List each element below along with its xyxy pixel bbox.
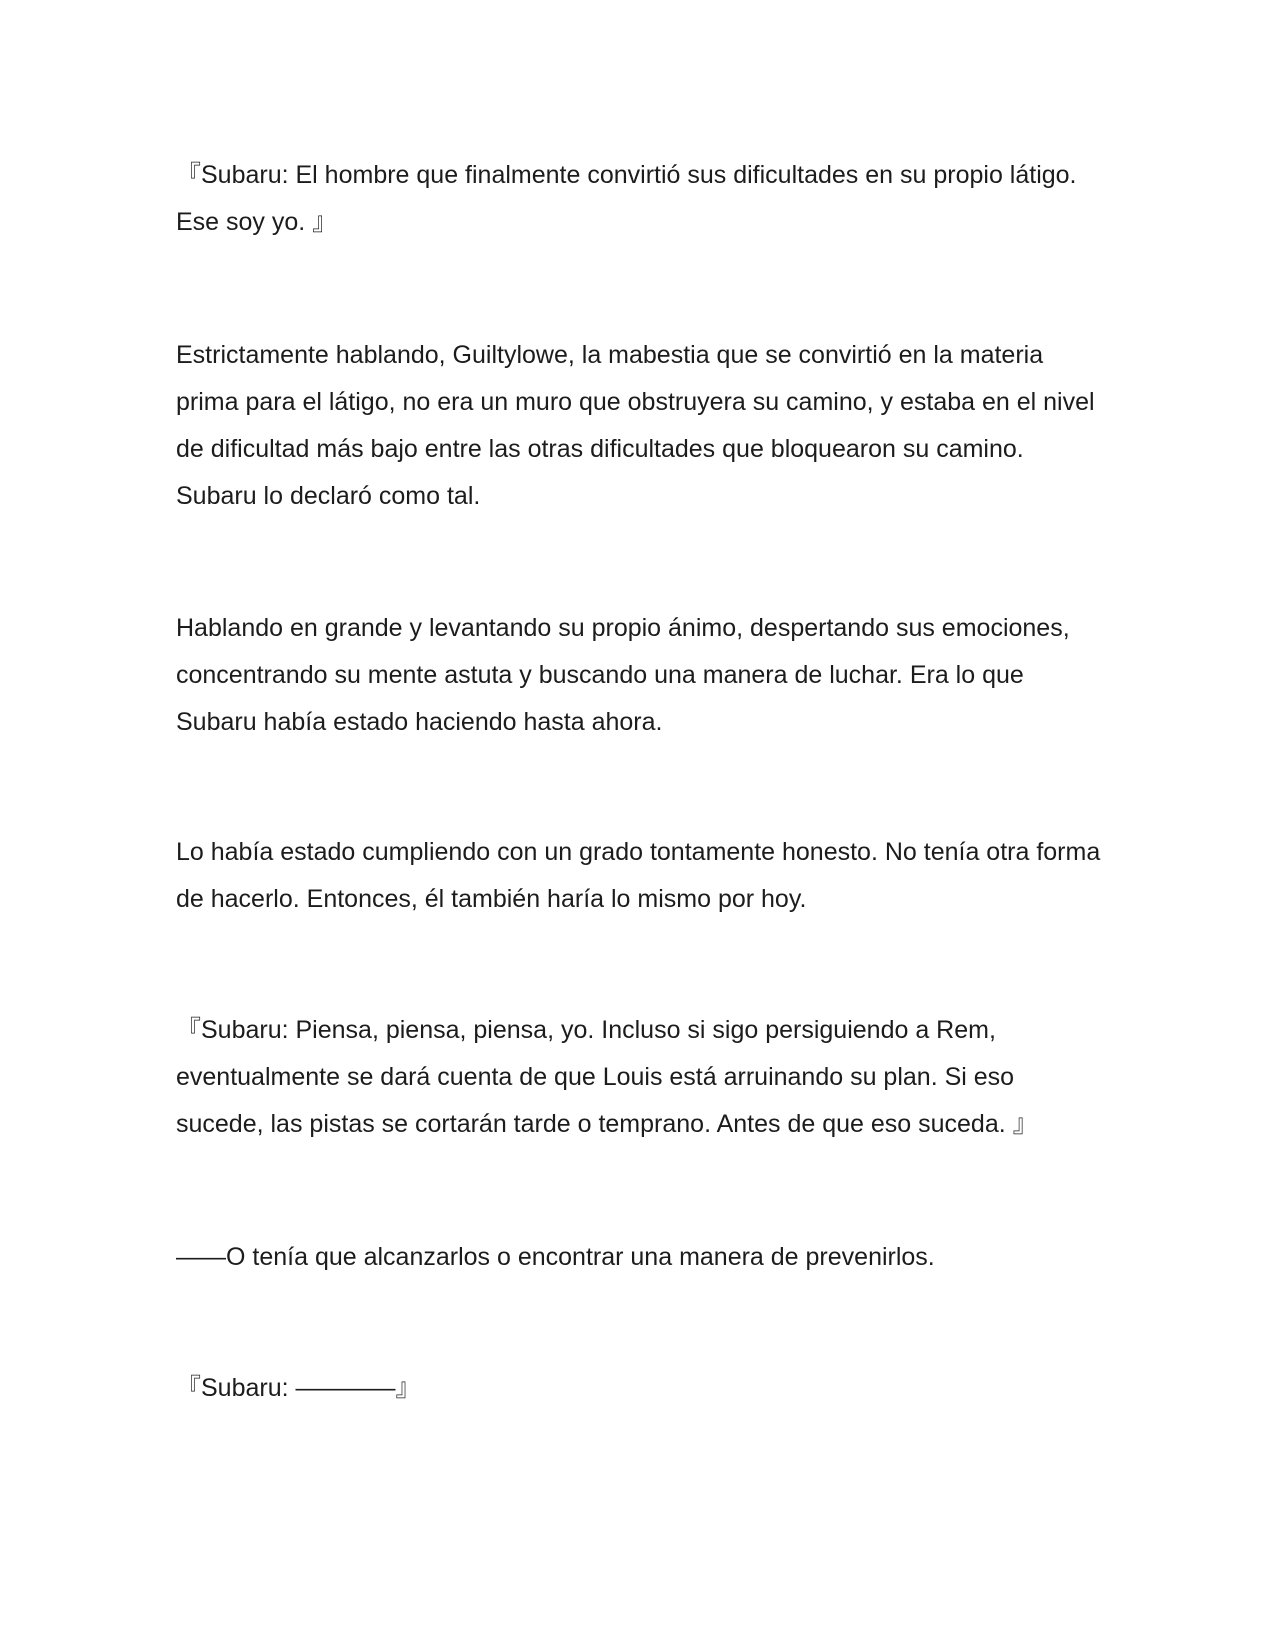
paragraph-2: Estrictamente hablando, Guiltylowe, la mabestia que se convirtió en la materia prima para el látigo, no era un muro que obstruyera su camino, y estaba en el nivel de dificultad más bajo entre las otras dificultades que bloquearon su camino. Subaru lo declaró como tal.: [176, 341, 1095, 510]
paragraph-4: Lo había estado cumpliendo con un grado tontamente honesto. No tenía otra forma de hacerlo. Entonces, él también haría lo mismo por hoy.: [176, 838, 1101, 913]
paragraph-5: 『Subaru: Piensa, piensa, piensa, yo. Incluso si sigo persiguiendo a Rem, eventualmente se dará cuenta de que Louis está arruinando su plan. Si eso sucede, las pistas se cortarán tarde o temprano. Antes de que eso suceda. 』: [176, 1016, 1038, 1138]
paragraph-7: 『Subaru: ————』: [176, 1374, 421, 1402]
paragraph-3: Hablando en grande y levantando su propio ánimo, despertando sus emociones, concentrando su mente astuta y buscando una manera de luchar. Era lo que Subaru había estado haciendo hasta ahora.: [176, 614, 1070, 736]
paragraph-1: 『Subaru: El hombre que finalmente convirtió sus dificultades en su propio látigo. Ese soy yo. 』: [176, 161, 1077, 236]
paragraph-6: ——O tenía que alcanzarlos o encontrar una manera de prevenirlos.: [176, 1243, 935, 1271]
